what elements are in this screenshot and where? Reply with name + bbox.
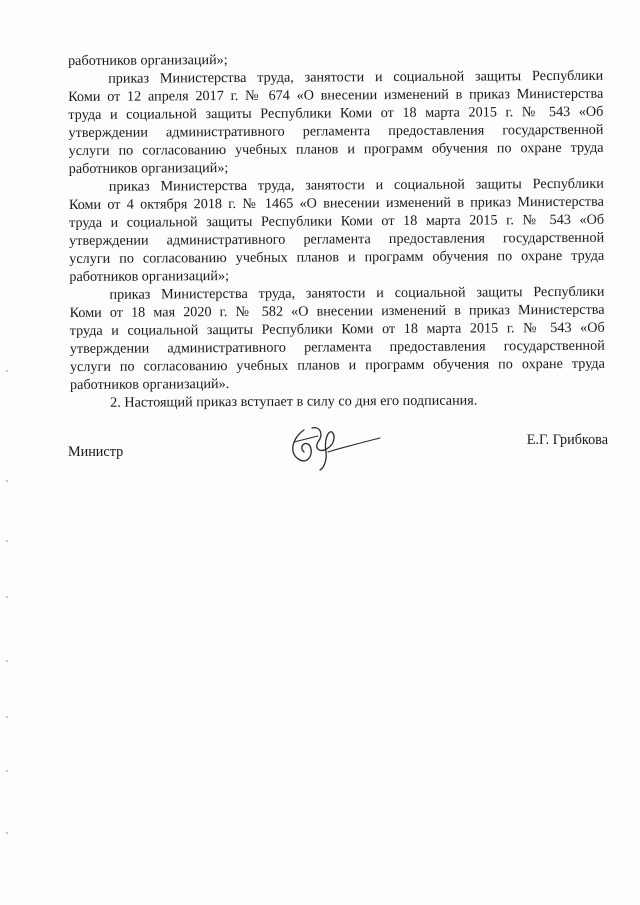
text-line: услуги по согласованию учебных планов и программ обучения по охране труда: [69, 247, 605, 267]
text-line: утверждении административного регламента предоставления государственной: [69, 229, 605, 249]
scan-dot: [6, 660, 8, 662]
text-line: Коми от 4 октября 2018 г. № 1465 «О внесении изменений в приказ Министерства: [68, 193, 604, 213]
text-line: труда и социальной защиты Республики Коми от 18 марта 2015 г. № 543 «Об: [68, 103, 604, 123]
scan-dot: [6, 540, 8, 542]
scan-dot: [6, 832, 8, 834]
scan-dot: [6, 480, 8, 482]
signature-block: [68, 430, 608, 480]
text-line: приказ Министерства труда, занятости и социальной защиты Республики: [108, 175, 604, 195]
text-line: услуги по согласованию учебных планов и программ обучения по охране труда: [69, 355, 605, 375]
handwritten-signature: [284, 424, 384, 474]
text-line: работников организаций».: [69, 376, 230, 393]
signatory-name: Е.Г. Грибкова: [526, 432, 608, 448]
scan-dot: [6, 596, 8, 598]
text-line: 2. Настоящий приказ вступает в силу со дня его подписания.: [110, 392, 478, 411]
text-line: Коми от 12 апреля 2017 г. № 674 «О внесении изменений в приказ Министерства: [68, 85, 604, 105]
text-line: утверждении административного регламента предоставления государственной: [68, 121, 604, 141]
scan-dot: [6, 370, 8, 372]
text-line: Коми от 18 мая 2020 г. № 582 «О внесении изменений в приказ Министерства: [69, 301, 605, 321]
text-line: работников организаций»;: [69, 268, 230, 285]
text-line: труда и социальной защиты Республики Коми от 18 марта 2015 г. № 543 «Об: [68, 211, 605, 231]
scan-dot: [6, 716, 8, 718]
text-line: работников организаций»;: [68, 52, 228, 69]
text-line: труда и социальной защиты Республики Коми от 18 марта 2015 г. № 543 «Об: [69, 319, 605, 339]
signatory-title: Министр: [68, 444, 124, 460]
text-line: утверждении административного регламента предоставления государственной: [69, 337, 605, 357]
document-body: [68, 49, 605, 412]
text-line: работников организаций»;: [68, 160, 229, 177]
scan-artifacts: [6, 360, 12, 860]
text-line: приказ Министерства труда, занятости и социальной защиты Республики: [108, 67, 604, 87]
scan-dot: [6, 770, 8, 772]
text-line: приказ Министерства труда, занятости и социальной защиты Республики: [109, 283, 605, 303]
text-line: услуги по согласованию учебных планов и программ обучения по охране труда: [68, 139, 604, 159]
